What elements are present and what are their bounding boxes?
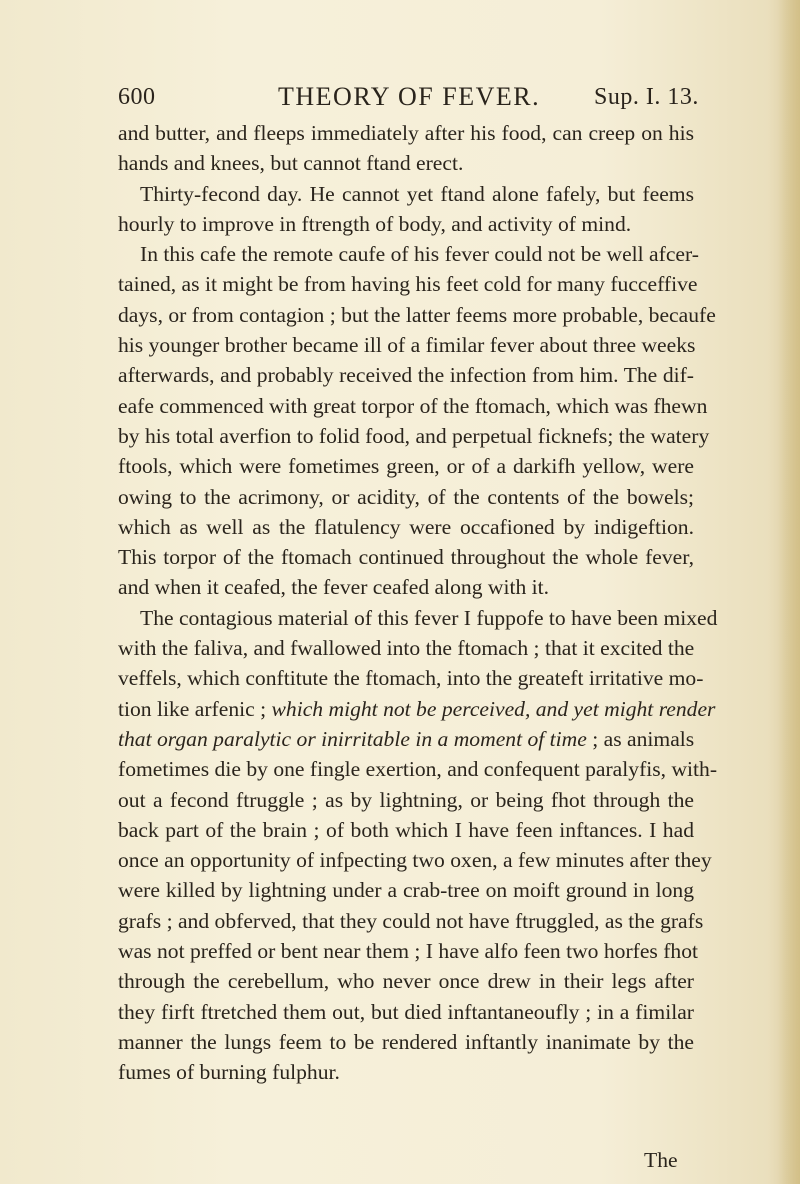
italic-run: that organ paralytic or inirritable in a moment of time bbox=[118, 726, 587, 751]
text-line: The contagious material of this fever I fuppofe to have been mixed bbox=[140, 605, 718, 630]
text-line: were killed by lightning under a crab-tree on moift ground in long bbox=[118, 878, 694, 903]
text-line: ftools, which were fometimes green, or of a darkifh yellow, were bbox=[118, 454, 694, 479]
text-line: afterwards, and probably received the infection from him. The dif- bbox=[118, 363, 694, 388]
text-line: Thirty-fecond day. He cannot yet ftand alone fafely, but feems bbox=[140, 181, 694, 206]
catchword: The bbox=[644, 1148, 678, 1172]
text-line: through the cerebellum, who never once drew in their legs after bbox=[118, 969, 694, 994]
body-text bbox=[118, 118, 718, 1088]
text-line: with the faliva, and fwallowed into the ftomach ; that it excited the bbox=[118, 636, 695, 661]
text-line: hands and knees, but cannot ftand erect. bbox=[118, 151, 464, 176]
text-line: which as well as the flatulency were occafioned by indigeftion. bbox=[118, 514, 694, 539]
text-line: they firft ftretched them out, but died inftantaneoufly ; in a fimilar bbox=[118, 999, 694, 1024]
text-line bbox=[118, 724, 694, 754]
running-head bbox=[118, 82, 718, 116]
page-edge-stain bbox=[778, 0, 800, 1184]
text-run: ; as animals bbox=[586, 726, 695, 751]
page-number: 600 bbox=[118, 84, 156, 110]
text-line: grafs ; and obferved, that they could not have ftruggled, as the grafs bbox=[118, 908, 704, 933]
text-line: tained, as it might be from having his feet cold for many fucceffive bbox=[118, 272, 698, 297]
text-line bbox=[118, 694, 716, 724]
text-line: hourly to improve in ftrength of body, and activity of mind. bbox=[118, 211, 632, 236]
text-line: was not preffed or bent near them ; I have alfo feen two horfes fhot bbox=[118, 939, 699, 964]
italic-run: which might not be perceived, and yet might render bbox=[271, 696, 716, 721]
text-line: eafe commenced with great torpor of the ftomach, which was fhewn bbox=[118, 393, 708, 418]
text-line: by his total averfion to folid food, and perpetual ficknefs; the watery bbox=[118, 423, 710, 448]
text-line: This torpor of the ftomach continued throughout the whole fever, bbox=[118, 545, 694, 570]
text-line: and when it ceafed, the fever ceafed along with it. bbox=[118, 575, 550, 600]
text-line: out a fecond ftruggle ; as by lightning, or being fhot through the bbox=[118, 787, 694, 812]
text-line: his younger brother became ill of a fimilar fever about three weeks bbox=[118, 333, 696, 358]
text-line: fumes of burning fulphur. bbox=[118, 1060, 340, 1085]
text-line: back part of the brain ; of both which I have feen inftances. I had bbox=[118, 817, 694, 842]
text-line: days, or from contagion ; but the latter feems more probable, becaufe bbox=[118, 302, 716, 327]
text-line: once an opportunity of infpecting two oxen, a few minutes after they bbox=[118, 848, 712, 873]
text-line: manner the lungs feem to be rendered inftantly inanimate by the bbox=[118, 1029, 694, 1054]
text-line: and butter, and fleeps immediately after his food, can creep on his bbox=[118, 121, 694, 145]
text-line: veffels, which conftitute the ftomach, into the greateft irritative mo- bbox=[118, 666, 704, 691]
text-line: fometimes die by one fingle exertion, and confequent paralyfis, with- bbox=[118, 757, 718, 782]
running-title: THEORY OF FEVER. bbox=[278, 82, 541, 111]
text-line: owing to the acrimony, or acidity, of the contents of the bowels; bbox=[118, 484, 694, 509]
text-run: tion like arfenic ; bbox=[118, 696, 272, 721]
text-line: In this cafe the remote caufe of his fever could not be well afcer- bbox=[140, 242, 699, 267]
section-reference: Sup. I. 13. bbox=[594, 84, 699, 110]
